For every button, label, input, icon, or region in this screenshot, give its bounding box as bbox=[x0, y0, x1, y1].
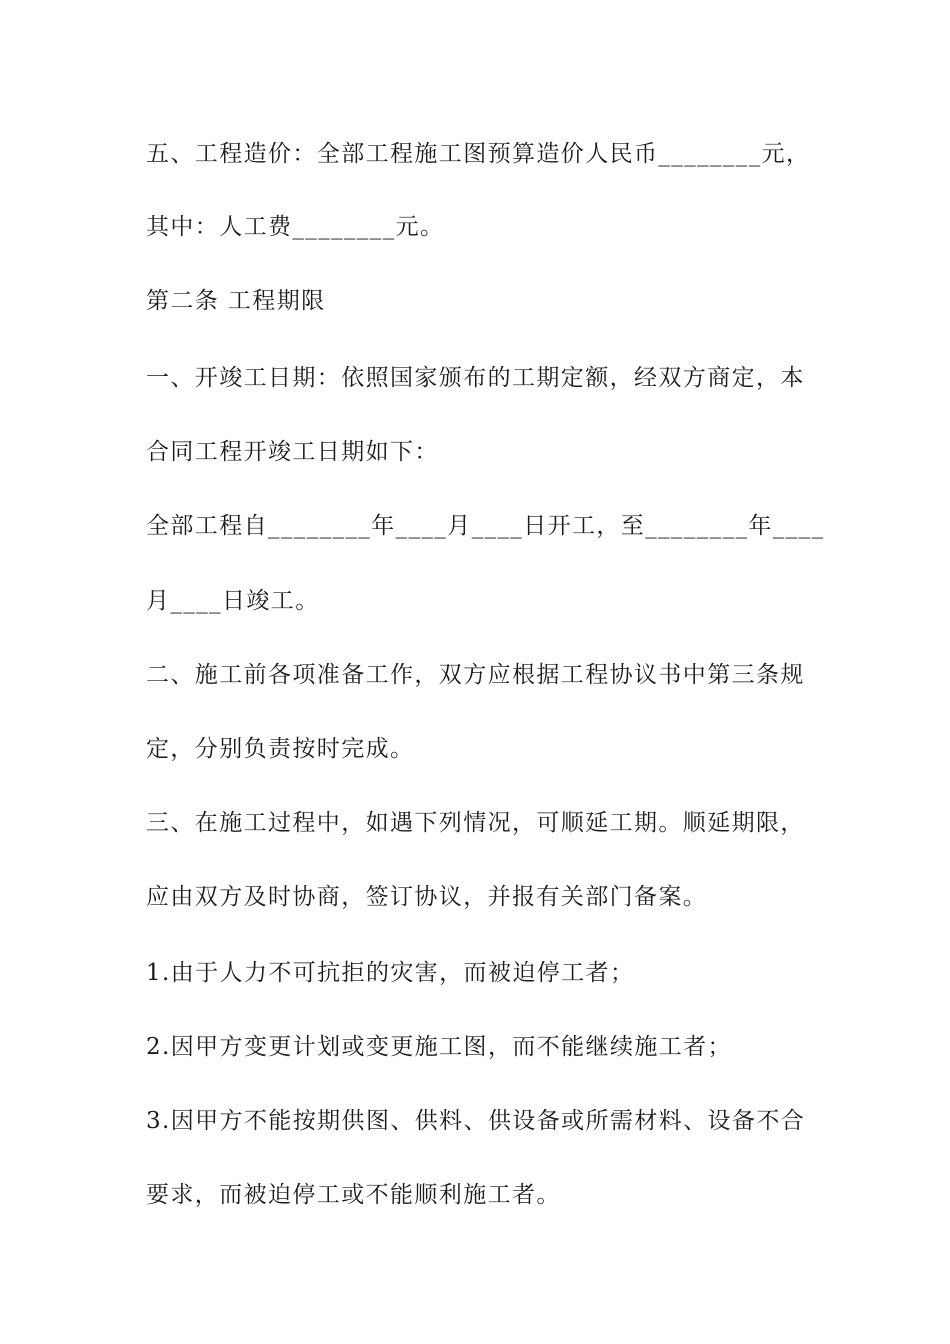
clause-cost-line: 五、工程造价：全部工程施工图预算造价人民币________元， bbox=[146, 141, 811, 167]
list-item-3-line-2: 要求，而被迫停工或不能顺利施工者。 bbox=[146, 1182, 561, 1208]
clause-preparation-line-1: 二、施工前各项准备工作，双方应根据工程协议书中第三条规 bbox=[146, 662, 805, 688]
clause-dates-line-2: 合同工程开竣工日期如下： bbox=[146, 439, 439, 465]
clause-dates-line-1: 一、开竣工日期：依照国家颁布的工期定额，经双方商定，本 bbox=[146, 365, 805, 391]
schedule-line-1: 全部工程自________年____月____日开工，至________年____ bbox=[146, 513, 825, 539]
list-item-3-line-1: 3.因甲方不能按期供图、供料、供设备或所需材料、设备不合 bbox=[146, 1108, 806, 1134]
clause-labor-cost-line: 其中：人工费________元。 bbox=[146, 214, 445, 240]
clause-extension-line-2: 应由双方及时协商，签订协议，并报有关部门备案。 bbox=[146, 884, 708, 910]
clause-preparation-line-2: 定，分别负责按时完成。 bbox=[146, 736, 415, 762]
clause-extension-line-1: 三、在施工过程中，如遇下列情况，可顺延工期。顺延期限， bbox=[146, 810, 805, 836]
schedule-line-2: 月____日竣工。 bbox=[146, 588, 320, 614]
list-item-1: 1.由于人力不可抗拒的灾害，而被迫停工者； bbox=[146, 960, 635, 986]
list-item-2: 2.因甲方变更计划或变更施工图，而不能继续施工者； bbox=[146, 1034, 732, 1060]
article-2-heading: 第二条 工程期限 bbox=[146, 288, 326, 314]
